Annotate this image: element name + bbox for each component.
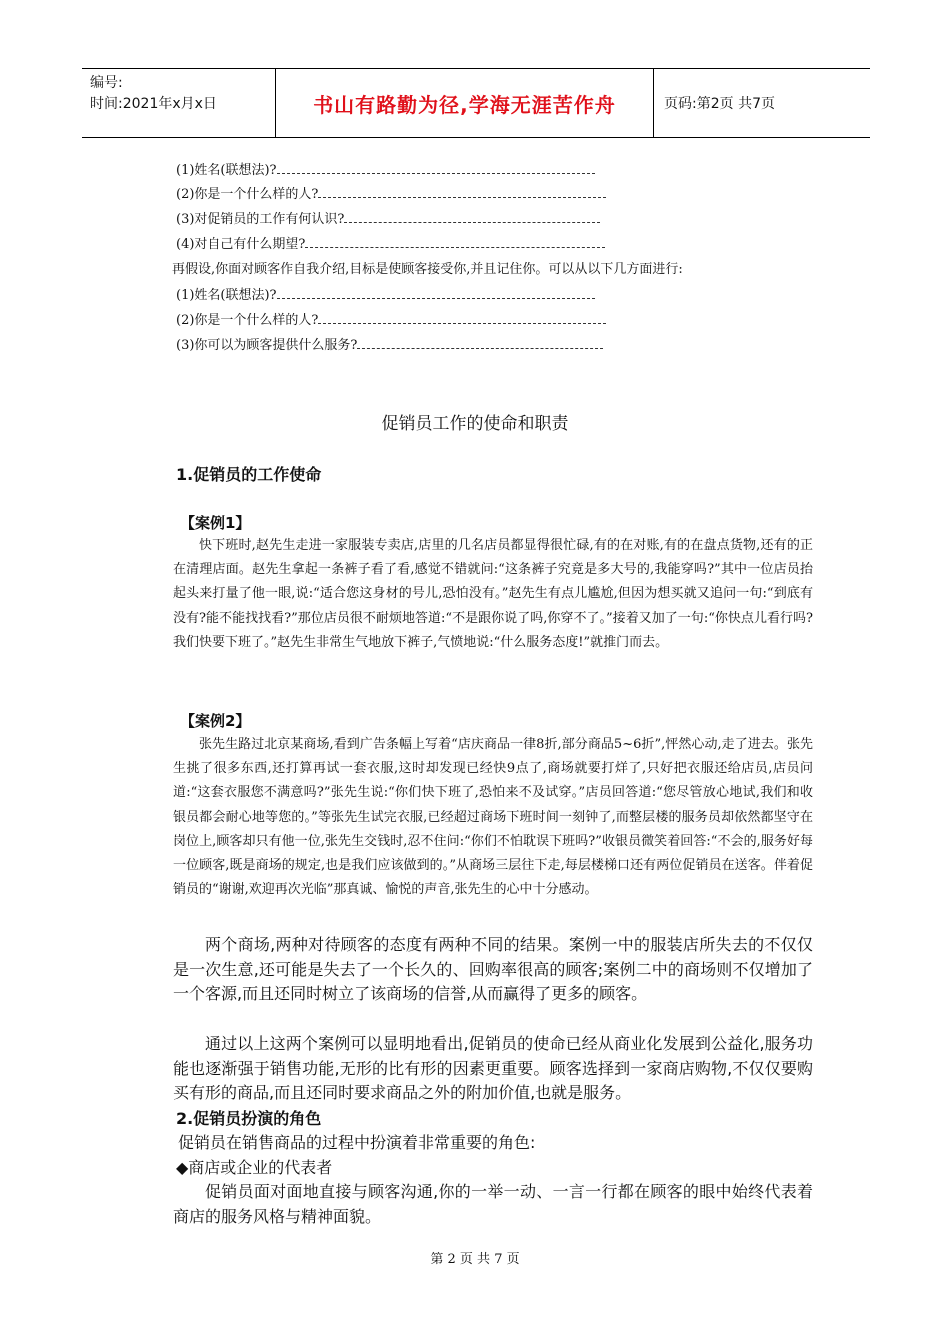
heading-mission: 1.促销员的工作使命 xyxy=(176,465,322,484)
question-line xyxy=(176,237,605,253)
header-motto: 书山有路勤为径,学海无涯苦作舟 xyxy=(276,69,654,137)
question-line xyxy=(176,288,595,304)
question-line xyxy=(176,338,603,354)
page-footer: 第 2 页 共 7 页 xyxy=(430,1252,520,1267)
header-page-info: 页码:第2页 共7页 xyxy=(664,96,775,112)
question-text: (3)对促销员的工作有何认识? xyxy=(176,212,345,227)
question-text: (1)姓名(联想法)? xyxy=(176,163,277,178)
answer-blank xyxy=(277,163,595,174)
paragraph: 促销员面对面地直接与顾客沟通,你的一举一动、一言一行都在顾客的眼中始终代表着商店的服务风格与精神面貌。 xyxy=(173,1182,813,1226)
header-meta xyxy=(82,69,276,137)
document-time: 时间:2021年x月x日 xyxy=(90,96,217,112)
roles-intro: 促销员在销售商品的过程中扮演着非常重要的角色: xyxy=(178,1133,536,1152)
question-text: (3)你可以为顾客提供什么服务? xyxy=(176,338,358,353)
document-number-label: 编号: xyxy=(90,75,123,91)
case1-text xyxy=(173,534,813,655)
answer-blank xyxy=(277,288,595,299)
answer-blank xyxy=(318,187,606,198)
section-title: 促销员工作的使命和职责 xyxy=(381,414,569,434)
heading-roles: 2.促销员扮演的角色 xyxy=(176,1109,322,1128)
bullet-item: ◆商店或企业的代表者 xyxy=(176,1158,333,1177)
answer-blank xyxy=(357,338,603,349)
question-line xyxy=(176,313,606,329)
question-text: (2)你是一个什么样的人? xyxy=(176,187,319,202)
paragraph: 通过以上这两个案例可以显明地看出,促销员的使命已经从商业化发展到公益化,服务功能也逐渐强于销售功能,无形的比有形的因素更重要。顾客选择到一家商店购物,不仅仅要购买有形的商品,而且还同时要求商品之外的附加价值,也就是服务。 xyxy=(173,1034,813,1102)
answer-blank xyxy=(305,237,605,248)
conclusion-paragraph xyxy=(173,1032,813,1106)
case2-paragraph: 张先生路过北京某商场,看到广告条幅上写着“店庆商品一律8折,部分商品5~6折”,怦然心动,走了进去。张先生挑了很多东西,还打算再试一套衣服,这时却发现已经快9点了,商场就要打烊了,只好把衣服还给店员,店员问道:“这套衣服您不满意吗?”张先生说:“你们快下班了,恐怕来不及试穿。”店员回答道:“您尽管放心地试,我们和收银员都会耐心地等您的。”等张先生试完衣服,已经超过商场下班时间一刻钟了,而整层楼的服务员却依然都坚守在岗位上,顾客却只有他一位,张先生交钱时,忍不住问:“你们不怕耽误下班吗?”收银员微笑着回答:“不会的,服务好每一位顾客,既是商场的规定,也是我们应该做到的。”从商场三层往下走,每层楼梯口还有两位促销员在送客。伴着促销员的“谢谢,欢迎再次光临”那真诚、愉悦的声音,张先生的心中十分感动。 xyxy=(173,737,813,898)
case2-label: 【案例2】 xyxy=(180,712,251,730)
answer-blank xyxy=(318,313,606,324)
question-text: (1)姓名(联想法)? xyxy=(176,288,277,303)
case1-label: 【案例1】 xyxy=(180,514,251,532)
question-line xyxy=(176,187,606,203)
analysis-paragraph xyxy=(173,933,813,1007)
case2-text xyxy=(173,733,813,902)
question-text: (4)对自己有什么期望? xyxy=(176,237,306,252)
question-line xyxy=(176,163,595,179)
case1-paragraph: 快下班时,赵先生走进一家服装专卖店,店里的几名店员都显得很忙碌,有的在对账,有的在盘点货物,还有的正在清理店面。赵先生拿起一条裤子看了看,感觉不错就问:“这条裤子究竟是多大号的,我能穿吗?”其中一位店员抬起头来打量了他一眼,说:“适合您这身材的号儿,恐怕没有。”赵先生有点儿尴尬,但因为想买就又追问一句:“到底有没有?能不能找找看?”那位店员很不耐烦地答道:“不是跟你说了吗,你穿不了。”接着又加了一句:“你快点儿看行吗?我们快要下班了。”赵先生非常生气地放下裤子,气愤地说:“什么服务态度!”就推门而去。 xyxy=(173,538,813,650)
paragraph: 两个商场,两种对待顾客的态度有两种不同的结果。案例一中的服装店所失去的不仅仅是一次生意,还可能是失去了一个长久的、回购率很高的顾客;案例二中的商场则不仅增加了一个客源,而且还同时树立了该商场的信誉,从而赢得了更多的顾客。 xyxy=(173,935,813,1003)
intro-text: 再假设,你面对顾客作自我介绍,目标是使顾客接受你,并且记住你。可以从以下几方面进行: xyxy=(172,262,683,277)
page-header xyxy=(82,68,870,138)
question-text: (2)你是一个什么样的人? xyxy=(176,313,319,328)
role-paragraph xyxy=(173,1180,813,1229)
answer-blank xyxy=(344,212,600,223)
question-line xyxy=(176,212,600,228)
